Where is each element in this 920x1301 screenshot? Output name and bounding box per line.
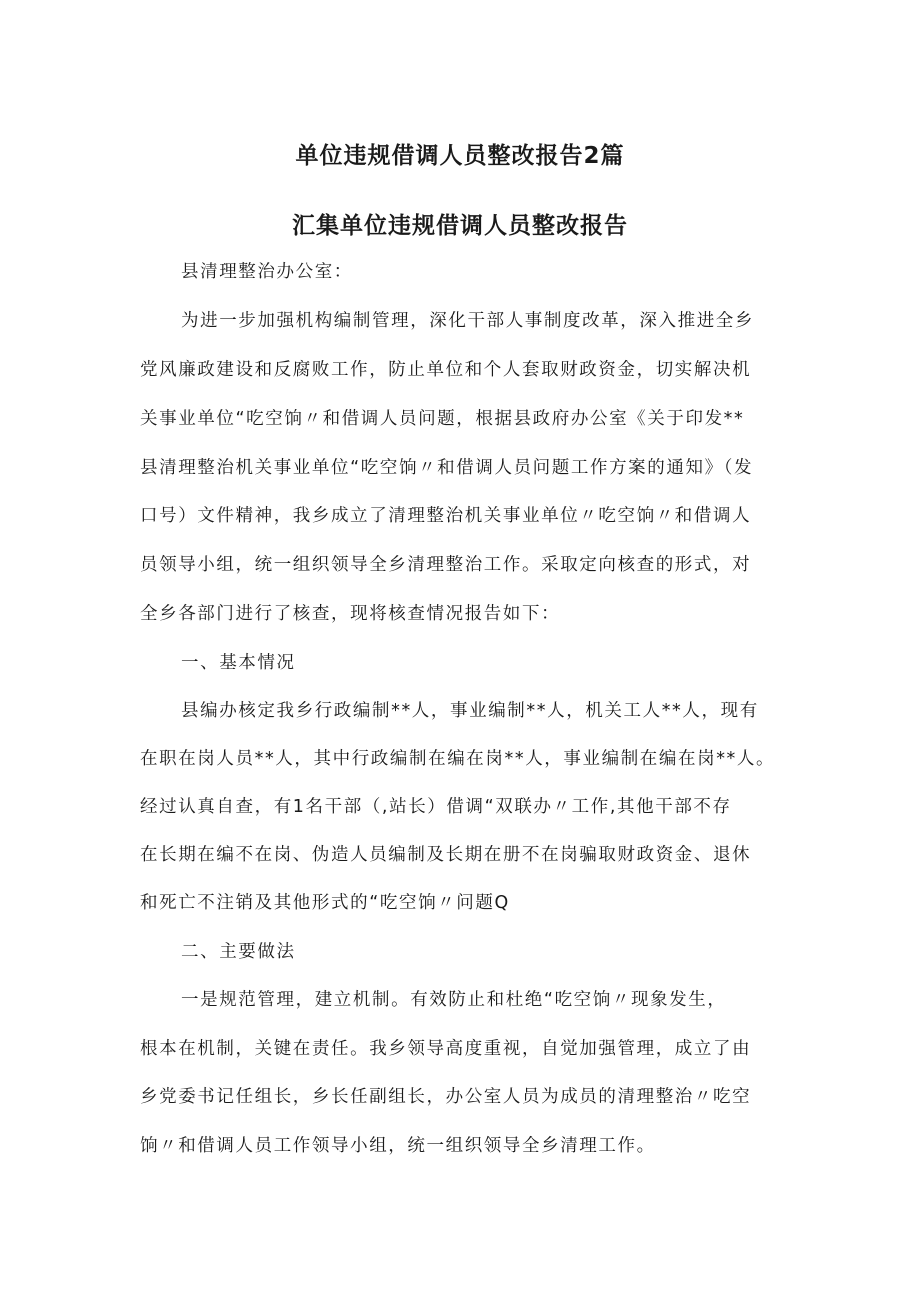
paragraph-line: 口号）文件精神，我乡成立了清理整治机关事业单位〃吃空饷〃和借调人 xyxy=(140,506,752,526)
paragraph-line: 在职在岗人员**人，其中行政编制在编在岗**人，事业编制在编在岗**人。 xyxy=(140,749,776,769)
paragraph-line: 为进一步加强机构编制管理，深化干部人事制度改革，深入推进全乡 xyxy=(181,311,754,331)
paragraph-line: 员领导小组，统一组织领导全乡清理整治工作。采取定向核查的形式，对 xyxy=(140,555,752,575)
paragraph-line: 在长期在编不在岗、伪造人员编制及长期在册不在岗骗取财政资金、退休 xyxy=(140,845,752,865)
document-subtitle: 汇集单位违规借调人员整改报告 xyxy=(292,213,628,239)
paragraph-line: 关事业单位“吃空饷〃和借调人员问题，根据县政府办公室《关于印发** xyxy=(140,409,745,429)
paragraph-line: 根本在机制，关键在责任。我乡领导高度重视，自觉加强管理，成立了由 xyxy=(140,1039,752,1059)
section-heading-basic: 一、基本情况 xyxy=(181,653,296,673)
paragraph-line: 县清理整治机关事业单位“吃空饷〃和借调人员问题工作方案的通知》（发 xyxy=(140,458,754,478)
paragraph-line: 乡党委书记任组长，乡长任副组长，办公室人员为成员的清理整治〃吃空 xyxy=(140,1087,752,1107)
paragraph-line: 县编办核定我乡行政编制**人，事业编制**人，机关工人**人，现有 xyxy=(181,701,759,721)
paragraph-line: 一是规范管理，建立机制。有效防止和杜绝“吃空饷〃现象发生， xyxy=(181,990,727,1010)
paragraph-line: 全乡各部门进行了核查，现将核查情况报告如下： xyxy=(140,604,561,624)
salutation: 县清理整治办公室： xyxy=(181,262,353,282)
paragraph-line: 饷〃和借调人员工作领导小组，统一组织领导全乡清理工作。 xyxy=(140,1136,656,1156)
paragraph-line: 和死亡不注销及其他形式的“吃空饷〃问题Q xyxy=(140,893,510,913)
document-title: 单位违规借调人员整改报告2篇 xyxy=(295,143,625,169)
section-heading-practices: 二、主要做法 xyxy=(181,942,296,962)
paragraph-line: 经过认真自查，有1名干部（,站长）借调“双联办〃工作,其他干部不存 xyxy=(140,797,732,817)
paragraph-line: 党风廉政建设和反腐败工作，防止单位和个人套取财政资金，切实解决机 xyxy=(140,360,752,380)
